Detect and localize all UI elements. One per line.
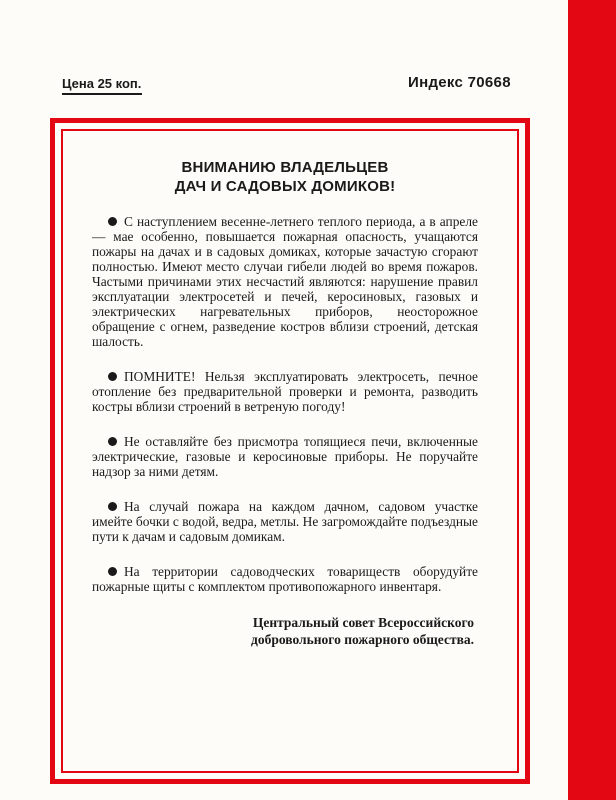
bullet-icon [108, 372, 117, 381]
paragraph-text: На случай пожара на каждом дачном, садовом участке имейте бочки с водой, ведра, метлы. Не загромождайте подъездные пути к дачам и садовым домикам. [92, 499, 478, 544]
bullet-icon [108, 567, 117, 576]
paragraph-5 [92, 564, 478, 594]
signature-block [92, 614, 478, 648]
paragraph-3 [92, 434, 478, 479]
title-line-2: ДАЧ И САДОВЫХ ДОМИКОВ! [174, 178, 396, 195]
paragraph-text: ПОМНИТЕ! Нельзя эксплуатировать электросеть, печное отопление без предварительной проверки и ремонта, разводить костры вблизи строений в ветреную погоду! [92, 369, 478, 414]
paragraph-text: Не оставляйте без присмотра топящиеся печи, включенные электрические, газовые и керосиновые приборы. Не поручайте надзор за ними детям. [92, 434, 478, 479]
signature-line-2: добровольного пожарного общества. [251, 632, 474, 647]
signature-line-1: Центральный совет Всероссийского [252, 615, 474, 630]
bullet-icon [108, 217, 117, 226]
paragraph-4 [92, 499, 478, 544]
bullet-icon [108, 437, 117, 446]
paragraph-2 [92, 369, 478, 414]
title-line-1: ВНИМАНИЮ ВЛАДЕЛЬЦЕВ [181, 159, 389, 176]
paragraph-1 [92, 214, 478, 349]
paragraph-text: На территории садоводческих товариществ оборудуйте пожарные щиты с комплектом противопожарного инвентаря. [92, 564, 478, 594]
price-label: Цена 25 коп. [62, 76, 142, 95]
bullet-icon [108, 502, 117, 511]
paragraph-text: С наступлением весенне-летнего теплого периода, а в апреле — мае особенно, повышается пожарная опасность, учащаются пожары на дачах и в садовых домиках, которые зачастую сгорают полностью. Имеют место случаи гибели людей во время пожаров. Частыми причинами этих несчастий являются: нарушение правил эксплуатации электросетей и печей, керосиновых, газовых и электрических нагревательных приборов, неосторожное обращение с огнем, разведение костров вблизи строений, детская шалость. [92, 214, 478, 349]
red-side-stripe [568, 0, 616, 800]
notice-title [92, 158, 478, 196]
notice-body [92, 158, 478, 648]
index-label: Индекс 70668 [408, 74, 511, 91]
